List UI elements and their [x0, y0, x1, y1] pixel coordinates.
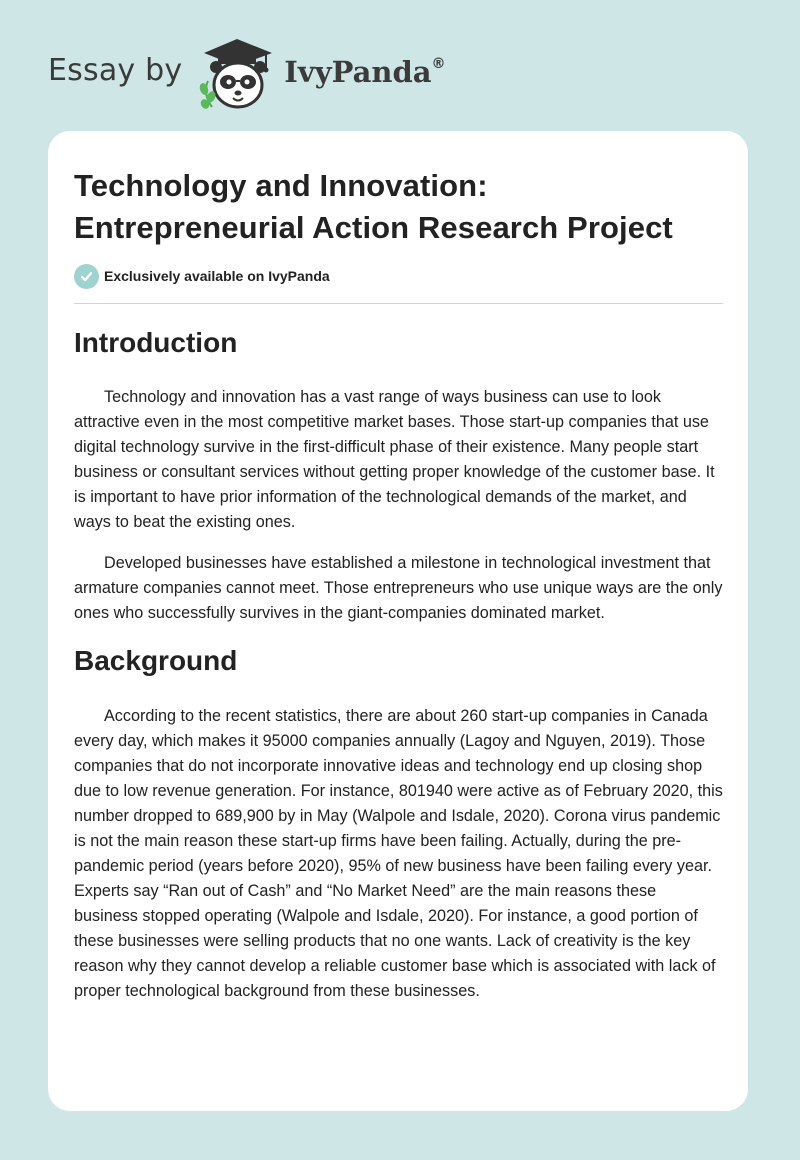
- checkmark-icon: [74, 264, 99, 289]
- section-heading-background: Background: [74, 645, 238, 676]
- intro-paragraph-2: Developed businesses have established a milestone in technological investment that armature companies cannot meet. Those entrepreneurs who use unique ways are the only ones who successfully survives in the giant-companies dominated market.: [74, 554, 723, 622]
- site-header: [48, 28, 748, 118]
- section-heading-introduction: Introduction: [74, 327, 238, 358]
- ivypanda-brand-name[interactable]: IvyPanda®: [284, 55, 446, 89]
- exclusive-badge: [74, 263, 330, 289]
- exclusive-badge-text: Exclusively available on IvyPanda: [104, 268, 330, 284]
- essay-title: Technology and Innovation: Entrepreneurial Action Research Project: [74, 168, 673, 245]
- essay-card: [48, 131, 748, 1111]
- background-paragraph-1: According to the recent statistics, there are about 260 start-up companies in Canada every day, which makes it 95000 companies annually (Lagoy and Nguyen, 2019). Those companies that do not incorporate innovative ideas and technology end up closing shop due to low revenue generation. For instance, 801940 were active as of February 2020, this number dropped to 689,900 by in May (Walpole and Isdale, 2020). Corona virus pandemic is not the main reason these start-up firms have been failing. Actually, during the pre-pandemic period (years before 2020), 95% of new business have been failing every year. Experts say “Ran out of Cash” and “No Market Need” are the main reasons these business stopped operating (Walpole and Isdale, 2020). For instance, a good portion of these businesses were selling products that no one wants. Lack of creativity is the key reason why they cannot develop a reliable customer base which is associated with lack of proper technological background from these businesses.: [74, 707, 723, 1000]
- registered-mark: ®: [431, 56, 446, 72]
- ivypanda-panda-logo-icon[interactable]: [194, 33, 280, 113]
- intro-paragraph-1: Technology and innovation has a vast range of ways business can use to look attractive even in the most competitive market bases. Those start-up companies that use digital technology survive in the first-difficult phase of their existence. Many people start business or consultant services without getting proper knowledge of the customer base. It is important to have prior information of the technological demands of the market, and ways to beat the existing ones.: [74, 388, 715, 531]
- essay-by-label: Essay by: [48, 52, 183, 88]
- title-divider: [74, 303, 723, 304]
